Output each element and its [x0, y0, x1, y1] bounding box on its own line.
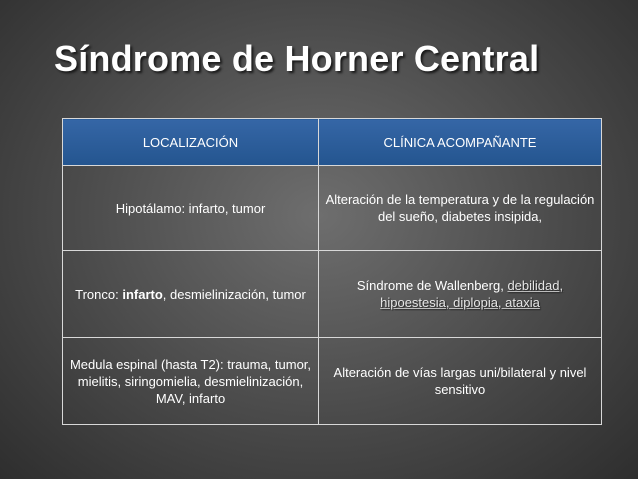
table-row: [63, 251, 602, 338]
cell-clinical: [319, 251, 602, 338]
horner-table: [62, 118, 602, 425]
header-clinica: CLÍNICA ACOMPAÑANTE: [319, 119, 602, 166]
location-suffix: , desmielinización, tumor: [162, 286, 306, 302]
table-header-row: [63, 119, 602, 166]
clinical-highlight: debilidad,: [507, 278, 564, 293]
cell-clinical: Alteración de vías largas uni/bilateral y nivel sensitivo: [319, 338, 602, 425]
cell-clinical: Alteración de la temperatura y de la regulación del sueño, diabetes insipida,: [319, 166, 602, 251]
header-localizacion: LOCALIZACIÓN: [63, 119, 319, 166]
clinical-highlight: hipoestesia, diplopia, ataxia: [380, 295, 540, 310]
slide-title: Síndrome de Horner Central: [54, 38, 540, 79]
location-bold: infarto: [122, 286, 163, 302]
clinical-plain: Síndrome de Wallenberg,: [356, 278, 508, 293]
location-prefix: Tronco:: [75, 286, 123, 302]
cell-location: [63, 251, 319, 338]
table-row: [63, 338, 602, 425]
table-row: [63, 166, 602, 251]
cell-location: Medula espinal (hasta T2): trauma, tumor, mielitis, siringomielia, desmielinización, MAV, infarto: [63, 338, 319, 425]
cell-location: Hipotálamo: infarto, tumor: [63, 166, 319, 251]
